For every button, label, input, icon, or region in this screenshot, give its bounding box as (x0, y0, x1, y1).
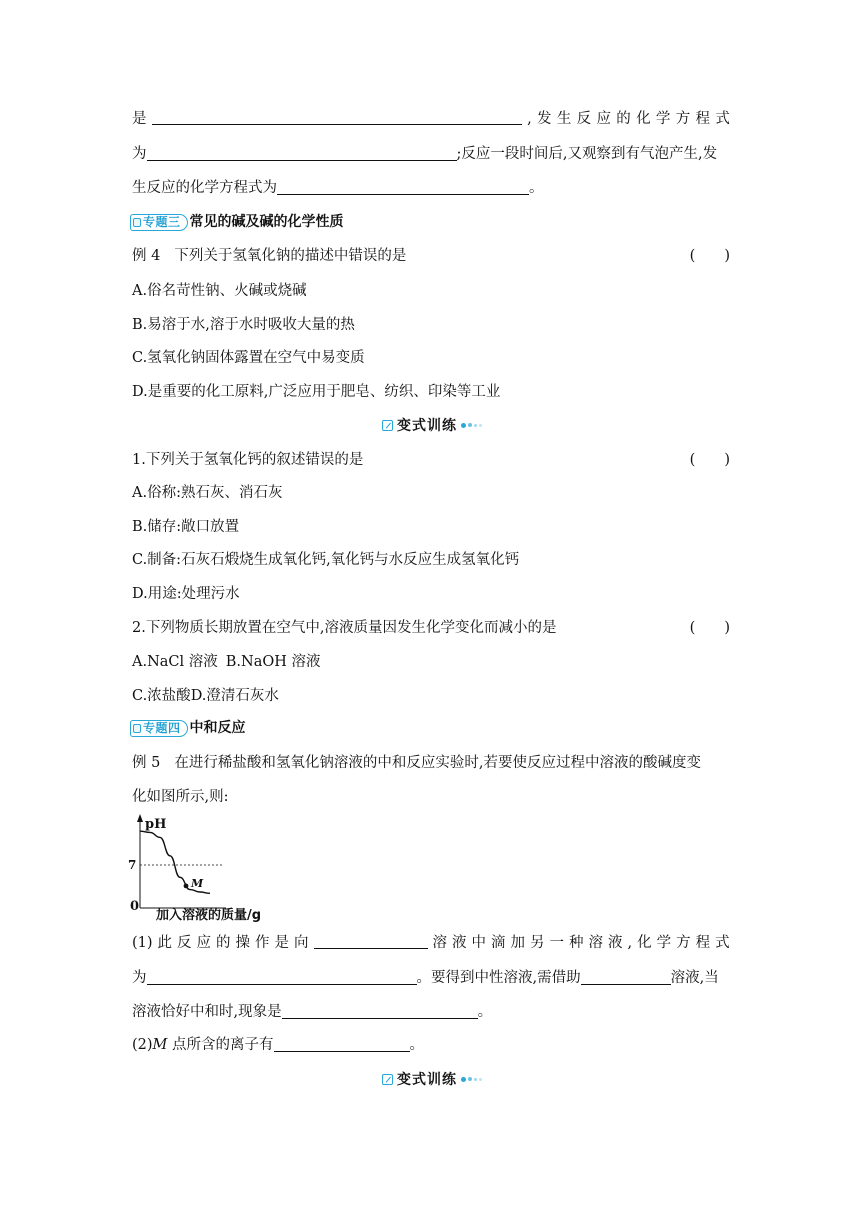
line1-char: 的 (616, 111, 631, 127)
text-suffix: 溶液,当 (670, 970, 719, 986)
part-number: (2) (132, 1037, 153, 1053)
example-4-stem (132, 245, 730, 267)
text-char: 应 (196, 935, 212, 951)
answer-blank[interactable] (274, 1035, 410, 1052)
text-suffix: 。 (409, 1037, 425, 1053)
line1-char: 程 (695, 111, 711, 127)
practice-header (0, 414, 860, 436)
option-c[interactable]: C.浓盐酸 (132, 688, 191, 704)
text-char: 方 (676, 935, 691, 951)
line1-char: 方 (675, 111, 691, 127)
text-char: 程 (695, 935, 711, 951)
text-char: 化 (637, 935, 652, 951)
text-char: , (627, 935, 633, 951)
point-label: M (191, 876, 204, 890)
example-5-stem-cont: 化如图所示,则: (132, 789, 229, 805)
text-char: 此 (157, 935, 173, 951)
line1-char: 发 (537, 111, 552, 127)
text-char: 中 (471, 935, 487, 951)
text-char: (1) (132, 935, 153, 951)
option-a[interactable]: A.NaCl 溶液 (132, 654, 218, 670)
option-b[interactable]: B.易溶于水,溶于水时吸收大量的热 (132, 317, 355, 333)
question-text: 在进行稀盐酸和氢氧化钠溶液的中和反应实验时,若要使反应过程中溶液的酸碱度变 (174, 755, 701, 771)
option-d[interactable]: D.澄清石灰水 (190, 688, 279, 704)
line1-char: 应 (596, 111, 611, 127)
question-2-stem (132, 617, 730, 639)
text-char: 溶 (432, 935, 448, 951)
example-5-part-2 (132, 1034, 730, 1056)
options-row-cd (132, 685, 730, 707)
text-prefix: 为 (132, 970, 147, 986)
answer-blank[interactable] (314, 932, 428, 949)
topic-heading (130, 211, 344, 233)
text-char: 是 (274, 935, 290, 951)
dots-icon (461, 1077, 484, 1082)
fill-line-1 (132, 108, 730, 130)
practice-header (0, 1068, 860, 1090)
text-char: 学 (656, 935, 672, 951)
option-b[interactable]: B.NaOH 溶液 (225, 654, 321, 670)
line1-char: 式 (715, 111, 730, 127)
line1-prefix: 是 (132, 111, 147, 127)
line2-prefix: 为 (132, 146, 147, 162)
topic-tag: 专题三 (130, 214, 188, 231)
line3-prefix: 生反应的化学方程式为 (132, 180, 277, 196)
example-5-part-1-cont2 (132, 1001, 730, 1023)
example-5-stem (132, 752, 730, 774)
point-m (184, 883, 189, 888)
text-mid: 。要得到中性溶液,需借助 (416, 970, 581, 986)
text-char: 加 (510, 935, 526, 951)
line3-suffix: 。 (529, 180, 544, 196)
topic-title: 中和反应 (189, 720, 246, 736)
option-b[interactable]: B.储存:敞口放置 (132, 519, 240, 535)
text-char: 作 (255, 935, 270, 951)
x-axis-label: 加入溶液的质量/g (156, 908, 262, 923)
text-char: 液 (608, 935, 623, 951)
y-axis-arrow-icon (137, 814, 143, 822)
option-c[interactable]: C.制备:石灰石煅烧生成氧化钙,氧化钙与水反应生成氢氧化钙 (132, 552, 520, 568)
line1-char: 反 (576, 111, 592, 127)
question-text: 下列关于氢氧化钠的描述中错误的是 (174, 248, 407, 264)
answer-paren[interactable]: ( ) (689, 248, 730, 264)
origin-label: 0 (130, 899, 140, 914)
answer-blank[interactable] (277, 178, 529, 195)
text-char: 液 (452, 935, 467, 951)
answer-paren[interactable]: ( ) (689, 620, 730, 636)
option-d[interactable]: D.是重要的化工原料,广泛应用于肥皂、纺织、印染等工业 (132, 384, 501, 400)
example-5-part-1 (132, 932, 730, 954)
pencil-icon (382, 1074, 393, 1085)
point-m-ref: M (152, 1037, 168, 1053)
text-char: 操 (235, 935, 251, 951)
text-prefix: 溶液恰好中和时,现象是 (132, 1004, 282, 1020)
text-char: 滴 (491, 935, 506, 951)
question-text: 1.下列关于氢氧化钙的叙述错误的是 (132, 452, 364, 468)
answer-blank[interactable] (282, 1002, 478, 1019)
line2-text: ;反应一段时间后,又观察到有气泡产生,发 (456, 146, 718, 162)
text-suffix: 。 (477, 1004, 493, 1020)
fill-line-3 (132, 177, 730, 199)
y-axis-label: pH (145, 817, 167, 832)
text-char: 式 (715, 935, 730, 951)
option-a[interactable]: A.俗称:熟石灰、消石灰 (132, 485, 283, 501)
practice-label: 变式训练 (397, 1072, 457, 1088)
pencil-icon (382, 420, 393, 431)
example-5-part-1-cont (132, 967, 730, 989)
option-a[interactable]: A.俗名苛性钠、火碱或烧碱 (132, 283, 307, 299)
text-char: 溶 (588, 935, 604, 951)
practice-label: 变式训练 (397, 418, 457, 434)
text-mid: 点所含的离子有 (167, 1037, 274, 1053)
topic-heading (130, 717, 246, 739)
line1-char: 学 (655, 111, 671, 127)
answer-paren[interactable]: ( ) (689, 452, 730, 468)
text-char: 反 (177, 935, 192, 951)
text-char: 种 (569, 935, 584, 951)
answer-blank[interactable] (147, 144, 457, 161)
text-char: 一 (549, 935, 565, 951)
y-tick-label: 7 (128, 858, 137, 872)
question-text: 2.下列物质长期放置在空气中,溶液质量因发生化学变化而减小的是 (132, 620, 557, 636)
answer-blank[interactable] (147, 968, 417, 985)
text-char: 的 (216, 935, 231, 951)
option-d[interactable]: D.用途:处理污水 (132, 586, 240, 602)
line1-char: 化 (636, 111, 651, 127)
topic-tag: 专题四 (130, 720, 188, 737)
answer-blank[interactable] (152, 108, 522, 125)
line1-char: , (527, 111, 532, 127)
example-number: 例 5 (132, 755, 161, 771)
example-number: 例 4 (132, 248, 161, 264)
topic-title: 常见的碱及碱的化学性质 (189, 214, 344, 230)
text-char: 另 (530, 935, 545, 951)
answer-blank[interactable] (581, 968, 671, 985)
question-1-stem (132, 449, 730, 471)
option-c[interactable]: C.氢氧化钠固体露置在空气中易变质 (132, 350, 365, 366)
line1-char: 生 (556, 111, 572, 127)
options-row-ab (132, 651, 730, 673)
text-char: 向 (294, 935, 309, 951)
dots-icon (461, 423, 484, 428)
fill-line-2 (132, 143, 730, 165)
